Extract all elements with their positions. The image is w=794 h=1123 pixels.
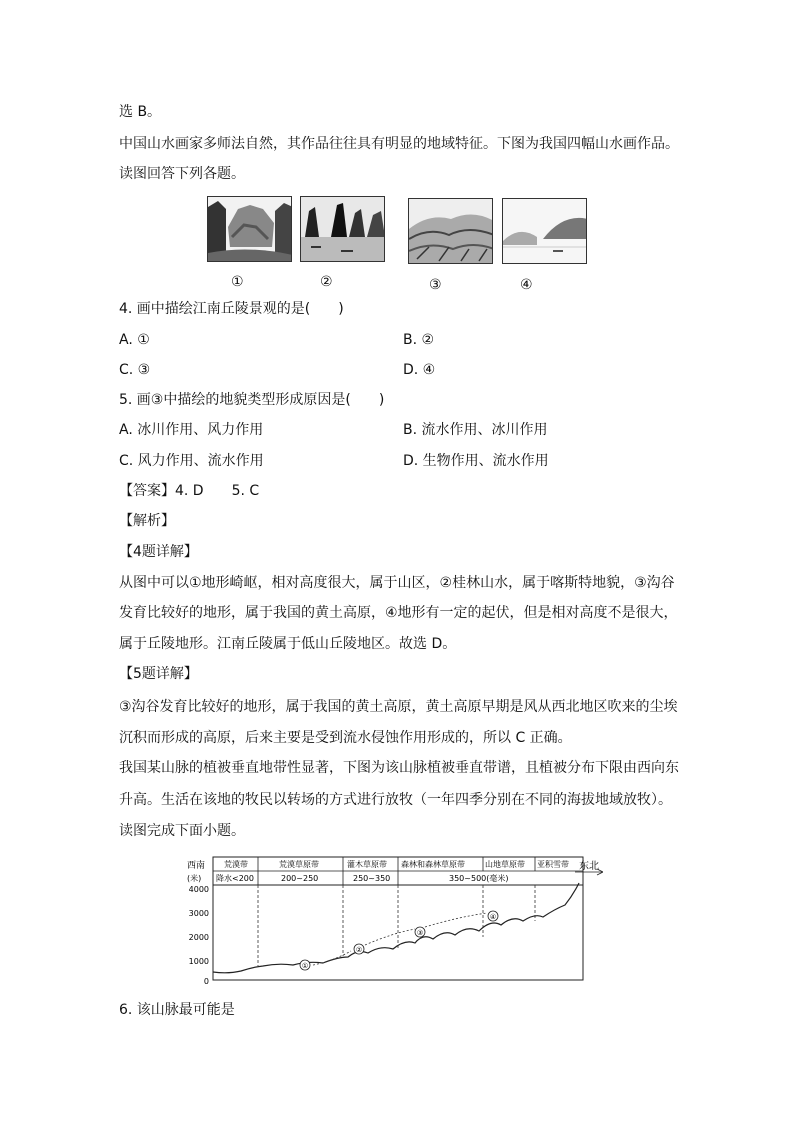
y-tick: 3000 xyxy=(188,909,209,918)
text-line: 选 B。 xyxy=(119,104,162,120)
precip-label: 200~250 xyxy=(281,874,319,883)
marker-label: ④ xyxy=(489,913,497,921)
question-4: 4. 画中描绘江南丘陵景观的是( ) xyxy=(119,301,344,317)
painting-1 xyxy=(207,196,292,262)
y-tick: 4000 xyxy=(188,885,209,894)
corner-top-label: 西南 xyxy=(187,861,206,871)
detail-5-heading: 【5题详解】 xyxy=(119,666,198,682)
intro-line: 读图回答下列各题。 xyxy=(119,166,245,182)
option-c: C. 风力作用、流水作用 xyxy=(119,453,264,469)
passage-text: 升高。生活在该地的牧民以转场的方式进行放牧（一年四季分别在不同的海拔地域放牧）。 xyxy=(119,792,672,808)
painting-4 xyxy=(502,198,587,264)
question-6: 6. 该山脉最可能是 xyxy=(119,1002,235,1018)
option-a: A. ① xyxy=(119,332,150,348)
detail-4-text: 发育比较好的地形，属于我国的黄土高原，④地形有一定的起伏，但是相对高度不是很大， xyxy=(119,605,678,621)
y-tick: 1000 xyxy=(188,957,209,966)
detail-4-text: 属于丘陵地形。江南丘陵属于低山丘陵地区。故选 D。 xyxy=(119,636,457,652)
painting-3 xyxy=(408,198,493,264)
belt-label: 山地草原带 xyxy=(485,860,525,869)
marker-label: ② xyxy=(355,946,363,954)
passage-text: 读图完成下面小题。 xyxy=(119,823,245,839)
y-tick: 2000 xyxy=(188,933,209,942)
painting-label-1: ① xyxy=(231,274,244,290)
detail-5-text: 沉积而形成的高原，后来主要是受到流水侵蚀作用形成的，所以 C 正确。 xyxy=(119,730,572,746)
option-c: C. ③ xyxy=(119,362,151,378)
painting-label-3: ③ xyxy=(429,277,442,293)
option-d: D. ④ xyxy=(403,362,436,378)
option-b: B. ② xyxy=(403,332,435,348)
direction-label: 东北 xyxy=(579,861,599,872)
answer-line: 【答案】4. D 5. C xyxy=(119,483,260,499)
question-5: 5. 画③中描绘的地貌类型形成原因是( ) xyxy=(119,392,385,408)
precip-label: 250~350 xyxy=(353,874,391,883)
marker-label: ③ xyxy=(416,929,424,937)
painting-label-2: ② xyxy=(320,274,333,290)
belt-label: 荒漠带 xyxy=(224,860,248,869)
option-b: B. 流水作用、冰川作用 xyxy=(403,422,548,438)
painting-2 xyxy=(300,196,385,262)
belt-label: 灌木草原带 xyxy=(347,860,387,869)
detail-4-heading: 【4题详解】 xyxy=(119,544,198,560)
option-a: A. 冰川作用、风力作用 xyxy=(119,422,264,438)
y-tick: 0 xyxy=(203,977,209,986)
belt-label: 荒漠草原带 xyxy=(279,860,319,869)
painting-label-4: ④ xyxy=(520,277,533,293)
vegetation-zonation-diagram xyxy=(183,853,603,988)
marker-label: ① xyxy=(301,962,309,970)
passage-text: 我国某山脉的植被垂直地带性显著，下图为该山脉植被垂直带谱，且植被分布下限由西向东 xyxy=(119,760,679,776)
corner-bottom-label: (米) xyxy=(187,874,202,883)
analysis-heading: 【解析】 xyxy=(119,513,175,529)
option-d: D. 生物作用、流水作用 xyxy=(403,453,549,469)
intro-line: 中国山水画家多师法自然，其作品往往具有明显的地域特征。下图为我国四幅山水画作品。 xyxy=(119,136,679,152)
precip-label: 350~500(毫米) xyxy=(449,874,509,883)
belt-label: 亚积雪带 xyxy=(537,860,569,869)
detail-5-text: ③沟谷发育比较好的地形，属于我国的黄土高原，黄土高原早期是风从西北地区吹来的尘埃 xyxy=(119,699,678,715)
precip-label: 降水<200 xyxy=(216,874,254,883)
belt-label: 森林和森林草原带 xyxy=(401,860,465,869)
detail-4-text: 从图中可以①地形崎岖，相对高度很大，属于山区，②桂林山水，属于喀斯特地貌，③沟谷 xyxy=(119,575,675,591)
